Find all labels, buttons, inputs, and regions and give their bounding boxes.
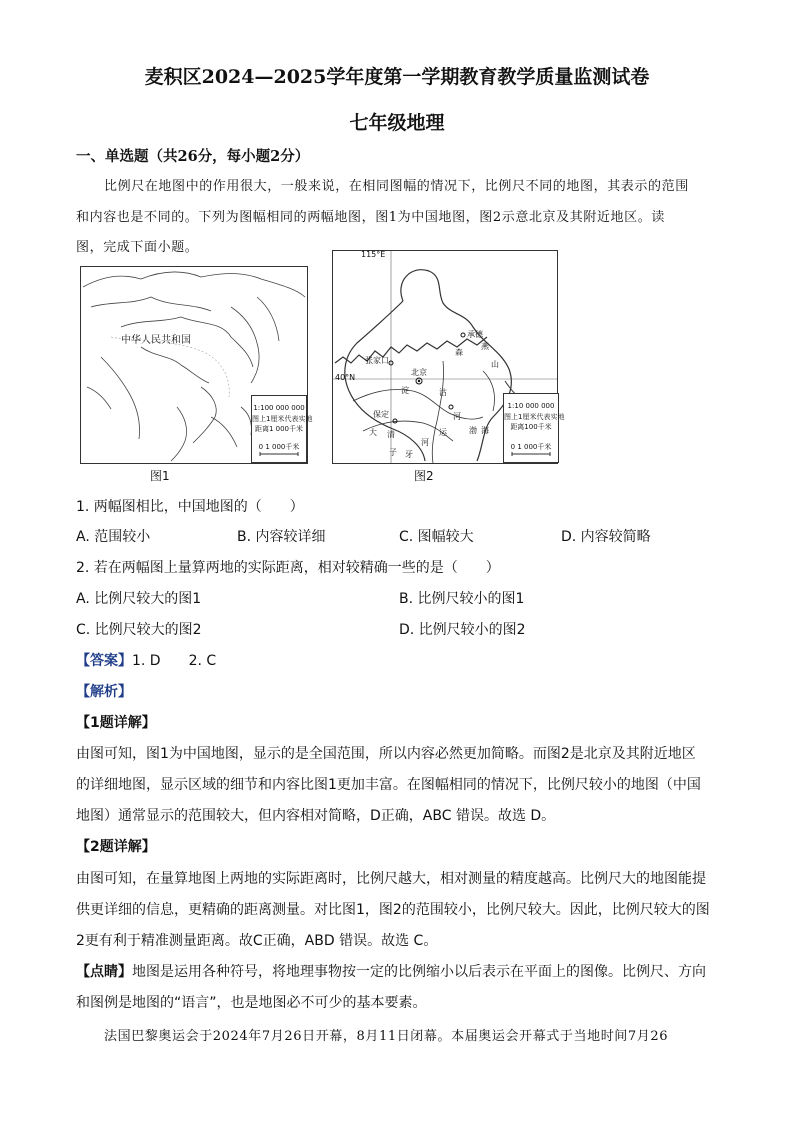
figure2-caption: 图2 (414, 469, 434, 483)
parallel-label: 40°N (335, 373, 356, 382)
legend-scale-ratio: 1:10 000 000 (507, 402, 555, 410)
q1-detail-line: 由图可知，图1为中国地图，显示的是全国范围，所以内容必然更加简略。而图2是北京及其附近地区 (76, 746, 696, 762)
place-label: 河 (453, 412, 461, 421)
intro-line: 和内容也是不同的。下列为图幅相同的两幅地图，图1为中国地图，图2示意北京及其附近地区。读 (76, 210, 665, 225)
question-stem: 2. 若在两幅图上量算两地的实际距离，相对较精确一些的是（ ） (76, 560, 500, 576)
figure2-legend (503, 393, 565, 463)
place-label: 渤 (469, 426, 477, 435)
question-stem: 1. 两幅图相比，中国地图的（ ） (76, 499, 304, 515)
legend-scale-ratio: 1:100 000 000 (253, 404, 305, 412)
page-subtitle: 七年级地理 (349, 112, 445, 134)
place-label: 森 (455, 348, 463, 357)
intro-line: 图，完成下面小题。 (76, 240, 199, 255)
legend-scale-bar-label: 0 1 000千米 (258, 443, 300, 451)
legend-scale-desc: 距离1 000千米 (254, 425, 304, 433)
q2-detail-line: 由图可知，在量算地图上两地的实际距离时，比例尺越大，相对测量的精度越高。比例尺大的地图能提 (76, 871, 706, 887)
legend-scale-bar-label: 0 1 000千米 (510, 443, 552, 451)
q1-detail-line: 的详细地图，显示区域的细节和内容比图1更加丰富。在图幅相同的情况下，比例尺较小的地图（中国 (76, 777, 701, 793)
place-label: 燕 (481, 342, 489, 351)
place-label: 河 (421, 438, 429, 447)
figure1-china-map (80, 266, 313, 464)
place-label: 大 (369, 428, 377, 437)
option-c[interactable]: C. 图幅较大 (399, 529, 474, 545)
place-label: 沽 (439, 388, 447, 397)
page-title: 麦积区2024—2025学年度第一学期教育教学质量监测试卷 (144, 66, 650, 88)
option-a[interactable]: A. 范围较小 (76, 529, 151, 545)
legend-scale-desc: 图上1厘米代表实地 (504, 413, 565, 421)
place-label: 淀 (401, 386, 409, 395)
place-label: 山 (491, 360, 499, 369)
figure1-caption: 图1 (150, 469, 170, 483)
intro-line: 比例尺在地图中的作用很大，一般来说，在相同图幅的情况下，比例尺不同的地图，其表示的范围 (104, 179, 689, 194)
scale-bar (512, 452, 550, 456)
place-label: 牙 (405, 450, 413, 459)
answer-label: 【答案】 (76, 653, 132, 669)
tip-text: 地图是运用各种符号，将地理事物按一定的比例缩小以后表示在平面上的图像。比例尺、方向 (132, 964, 706, 980)
section-heading: 一、单选题（共26分，每小题2分） (76, 148, 310, 165)
option-c[interactable]: C. 比例尺较大的图2 (76, 622, 202, 638)
legend-scale-desc: 图上1厘米代表实地 (252, 415, 313, 423)
q2-detail-label: 【2题详解】 (76, 839, 156, 855)
meridian-label: 115°E (361, 250, 386, 259)
option-a[interactable]: A. 比例尺较大的图1 (76, 591, 202, 607)
option-b[interactable]: B. 比例尺较小的图1 (399, 591, 525, 607)
legend-scale-desc: 距离100千米 (510, 423, 552, 431)
tip-line: 和图例是地图的“语言”，也是地图必不可少的基本要素。 (76, 995, 427, 1011)
place-label: 子 (389, 448, 397, 457)
answer-line (76, 650, 216, 670)
q1-detail-label: 【1题详解】 (76, 715, 156, 731)
option-d[interactable]: D. 内容较简略 (561, 529, 651, 545)
scale-bar (260, 452, 298, 456)
q2-detail-line: 供更详细的信息，更精确的距离测量。对比图1，图2的范围较小，比例尺较大。因此，比例尺较大的图 (76, 902, 710, 918)
analysis-label: 【解析】 (76, 684, 132, 700)
country-label: 中华人民共和国 (121, 335, 191, 346)
place-label: 北京 (411, 368, 427, 377)
option-d[interactable]: D. 比例尺较小的图2 (399, 622, 526, 638)
place-label: 海 (481, 426, 489, 435)
q2-detail-line: 2更有利于精准测量距离。故C正确，ABD 错误。故选 C。 (76, 933, 438, 949)
q1-detail-line: 地图）通常显示的范围较大，但内容相对简略，D正确，ABC 错误。故选 D。 (76, 808, 556, 824)
place-label: 运 (439, 428, 447, 437)
place-label: 张家口 (365, 356, 389, 365)
place-label: 清 (387, 430, 395, 439)
next-passage-line: 法国巴黎奥运会于2024年7月26日开幕，8月11日闭幕。本届奥运会开幕式于当地时间7月26 (104, 1029, 669, 1044)
answer-text: 1. D 2. C (132, 653, 217, 669)
tip-line (76, 961, 706, 981)
place-label: 保定 (373, 410, 389, 419)
place-label: 承德 (467, 330, 483, 339)
figure1-legend (251, 395, 313, 463)
figure2-beijing-map (332, 250, 565, 464)
option-b[interactable]: B. 内容较详细 (237, 529, 326, 545)
tip-label: 【点睛】 (76, 964, 132, 980)
